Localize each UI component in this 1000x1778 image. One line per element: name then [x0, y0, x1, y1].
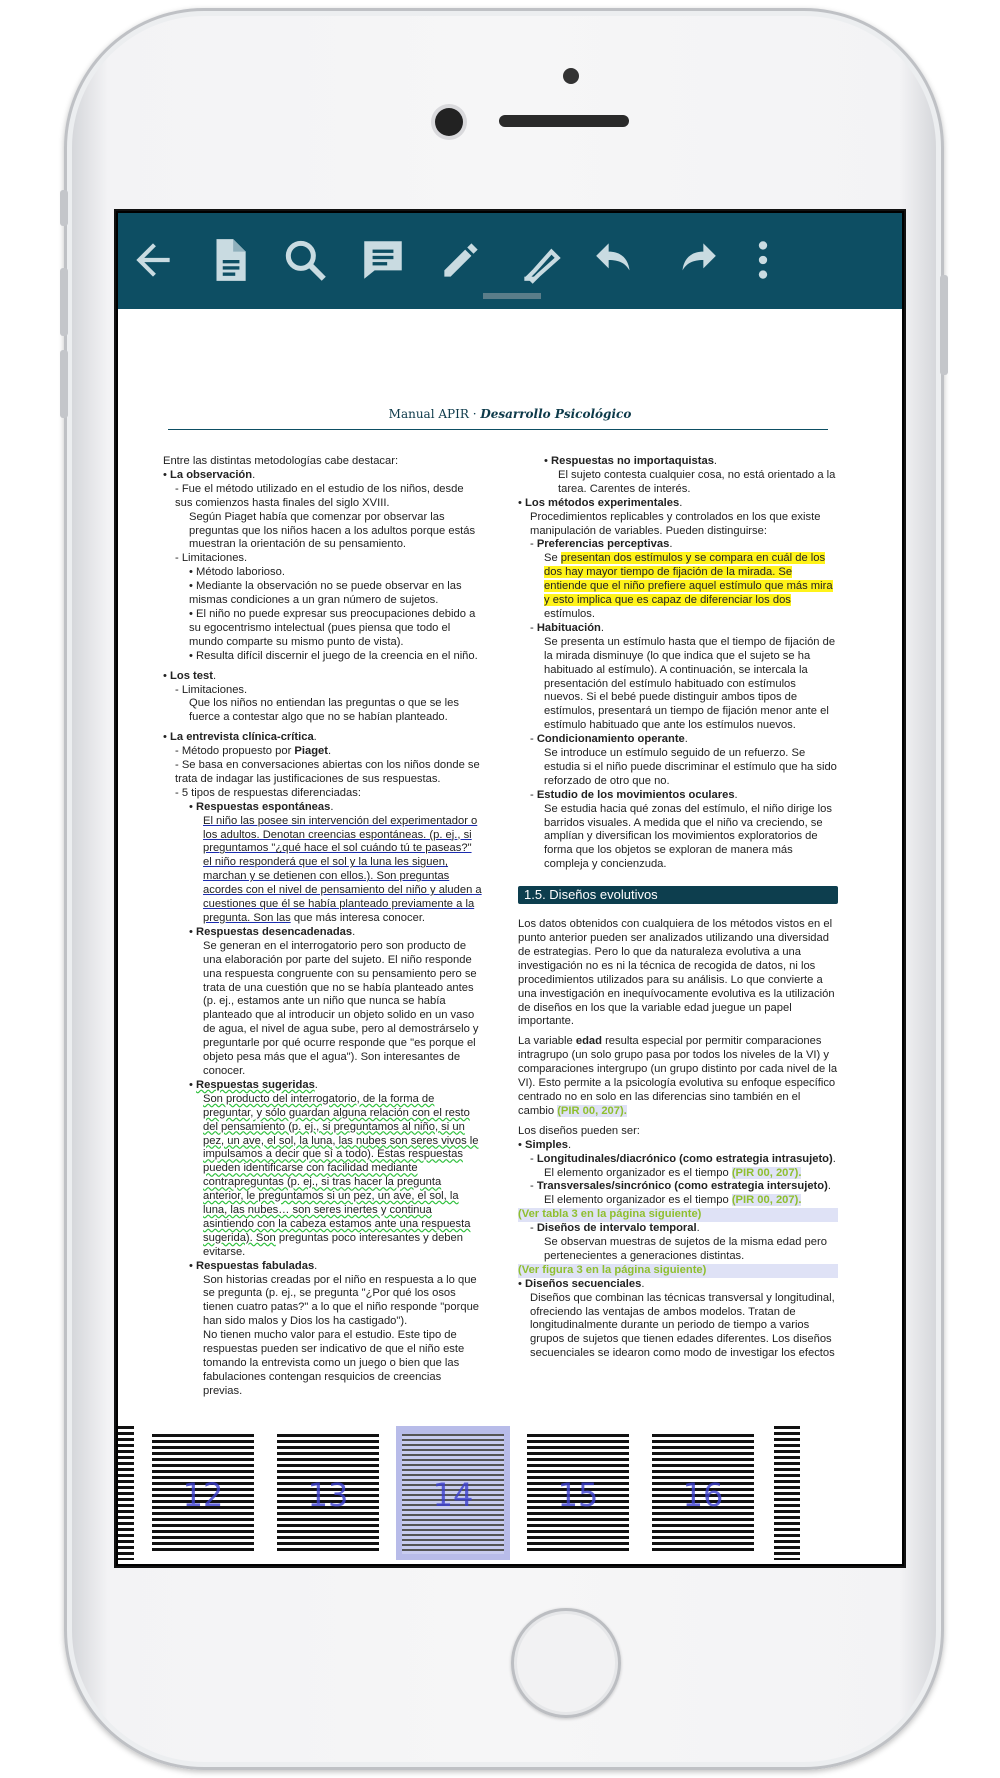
- home-button[interactable]: [511, 1608, 621, 1718]
- r3-title[interactable]: Respuestas sugeridas: [196, 1078, 315, 1091]
- pir-link-1[interactable]: (PIR 00, 207).: [557, 1104, 627, 1117]
- pref-post: estímulos.: [544, 607, 595, 620]
- thumbnail-partial-right[interactable]: [774, 1426, 800, 1560]
- int-title: Diseños de intervalo temporal: [536, 1222, 697, 1235]
- dis-paragraph-2: [518, 1035, 838, 1118]
- thumbnail-partial-left[interactable]: [118, 1426, 134, 1560]
- thumbnail-label-12: 12: [182, 1476, 224, 1514]
- highlighter-icon[interactable]: [516, 235, 566, 285]
- cond-title: Condicionamiento operante: [536, 733, 685, 746]
- exp-text: Procedimientos replicables y controlados en los que existe manipulación de variables. Pueden distinguirse:: [530, 510, 821, 537]
- page-header: [118, 407, 902, 421]
- obs-text-2: Según Piaget había que comenzar por observar las preguntas que los niños hacen a los adultos porque estás muestran la orientación de su pensamiento.: [189, 510, 476, 551]
- mov-title: Estudio de los movimientos oculares: [536, 788, 735, 801]
- entrevista-text-3: - 5 tipos de respuestas diferenciadas:: [175, 786, 361, 799]
- trans-body: El elemento organizador es el tiempo: [544, 1194, 732, 1207]
- long-title: Longitudinales/diacrónico (como estrategia intrasujeto): [536, 1152, 833, 1165]
- entrevista-text-1a: - Método propuesto por: [175, 745, 295, 758]
- pdf-page[interactable]: [118, 309, 902, 1414]
- bullet-entrevista: • La entrevista clínica-crítica.: [163, 731, 317, 744]
- earpiece-speaker: [499, 115, 629, 127]
- thumbnail-label-16: 16: [682, 1476, 724, 1514]
- entrevista-title: La entrevista clínica-crítica: [170, 731, 314, 744]
- thumbnail-page-15[interactable]: [521, 1426, 635, 1560]
- r3-squiggly[interactable]: Son producto del interrogatorio, de la forma de preguntar, y sólo guardan alguna relación con el resto del pensamiento (p. ej., si preguntamos al niño, si un pez, un ave, el sol, la luna, las nubes son seres vivos le impulsamos a decir que sí a todo). Estas respuestas pueden identificarse con facilidad mediante contrapreguntas (p. ej., si tras hacer la pregunta anterior, le preguntamos si un pez, un ave, el sol, la luna, las nubes… son seres inertes y continua asintiendo con la cabeza estamos ante una respuesta sugerida). Son: [203, 1092, 479, 1244]
- hab-text: Se presenta un estímulo hasta que el tiempo de fijación de la mirada disminuye (lo que indica que el sujeto se ha habituado al estímulo). A continuación, se intercala la presentación del estímulo habituado con estímulos nuevos. Si el bebé puede distinguir ambos tipos de estímulos, presentará un tiempo de fijación menor ante el estímulo habituado que ante los estímulos nuevos.: [544, 635, 836, 732]
- entrevista-text-1: - Método propuesto por Piaget.: [175, 745, 332, 758]
- obs-limitations: - Limitaciones.: [175, 552, 248, 565]
- screen: [114, 209, 906, 1568]
- r1-text: [163, 815, 483, 926]
- r1-title: Respuestas espontáneas: [196, 800, 331, 813]
- pref-heading: - Preferencias perceptivas.: [530, 538, 673, 551]
- dis-p2-a: La variable: [518, 1035, 576, 1048]
- bullet-experimentales: • Los métodos experimentales.: [518, 496, 683, 509]
- trans-heading: - Transversales/sincrónico (como estrategia intersujeto).: [530, 1180, 831, 1193]
- obs-title: La observación: [170, 468, 253, 481]
- dis-paragraph-1: Los datos obtenidos con cualquiera de los métodos vistos en el punto anterior pueden ser analizados utilizando una diversidad de estrategias. Pero lo que da naturaleza evolutiva a una investigación no es ni la técnica de recogida de datos, ni los procedimientos utilizados para su análisis. Lo que convierte a una investigación en inequívocamente evolutiva es la utilización de diseños en los que la variable edad juegue un papel importante.: [518, 918, 835, 1028]
- int-text: Se observan muestras de sujetos de la misma edad pero pertenecientes a generaciones distintas.: [544, 1236, 827, 1262]
- obs-limit-3: • El niño no puede expresar sus preocupaciones debido a su egocentrismo intelectual (pues piensa que todo el mundo comparte su mismo punto de vista).: [189, 607, 476, 648]
- header-book: Manual APIR ·: [388, 407, 481, 421]
- dis-paragraph-3: Los diseños pueden ser:: [518, 1124, 640, 1137]
- active-tool-indicator: [483, 293, 541, 299]
- thumbnail-page-12[interactable]: [146, 1426, 260, 1560]
- r1-tail: que más interesa conocer.: [293, 912, 426, 924]
- r1-underlined[interactable]: El niño las posee sin intervención del experimentador o los adultos. Denotan creencias espontáneas. (p. ej., si preguntamos "¿qué hace el sol cuándo tú te paseas?" el niño responderá que el sol y la luna les siguen, marchan y se detienen con ellos.). Son preguntas acordes con el nivel de pensamiento del niño y aluden a cuestiones que él se había planteado previamente a la pregunta. Son las: [203, 814, 482, 924]
- r5-title: Respuestas no importaquistas: [551, 455, 714, 467]
- dis-p2-b: edad: [575, 1035, 602, 1048]
- r2-title: Respuestas desencadenadas: [196, 925, 353, 938]
- ver-tabla-link[interactable]: (Ver tabla 3 en la página siguiente): [518, 1208, 838, 1222]
- thumbnail-page-13[interactable]: [271, 1426, 385, 1560]
- r4-text-2: No tienen mucho valor para el estudio. Este tipo de respuestas pueden ser indicativo de que el niño este tomando la entrevista como un juego o bien que las fabulaciones contengan resquicios de creencias previas.: [203, 1329, 465, 1397]
- sec-text: Diseños que combinan las técnicas transversal y longitudinal, ofreciendo las ventajas de ambos modelos. Tratan de longitudinalmente durante un periodo de tiempo a varios grupos de sujetos que tienen edades diferentes. Los diseños secuenciales se idearon como modo de investigar los efectos: [530, 1291, 835, 1360]
- obs-limit-1: • Método laborioso.: [189, 566, 285, 579]
- r2-text: Se generan en el interrogatorio pero son producto de una elaboración por parte del sujeto. El niño responde una respuesta congruente con su pensamiento pero se trata de una cuestión que no se había planteado antes (p. ej., estamos ante un niño que nunca se había planteado que al introducir un objeto solido en un vaso de agua, el nivel de agua sube, pero al demostrárselo y preguntarle por qué ocurre responde que "es porque el objeto pesa más que el agua"). Son interesantes de conocer.: [203, 939, 479, 1077]
- header-divider: [168, 429, 828, 430]
- search-icon[interactable]: [280, 235, 330, 285]
- entrevista-text-2: - Se basa en conversaciones abiertas con los niños donde se trata de indagar las justificaciones de sus respuestas.: [175, 759, 480, 785]
- trans-title: Transversales/sincrónico (como estrategia intersujeto): [536, 1180, 828, 1193]
- r3-heading: • Respuestas sugeridas.: [189, 1078, 318, 1091]
- pref-text: [518, 552, 838, 622]
- r5-text: El sujeto contesta cualquier cosa, no está orientado a la tarea. Carentes de interés.: [558, 468, 836, 495]
- bullet-simples: • Simples.: [518, 1138, 572, 1151]
- r5-heading: • Respuestas no importaquistas.: [544, 455, 718, 467]
- long-body: El elemento organizador es el tiempo: [544, 1166, 732, 1179]
- test-title: Los test: [170, 669, 213, 682]
- bullet-test: • Los test.: [163, 669, 217, 682]
- mute-switch[interactable]: [60, 190, 68, 226]
- bullet-observacion: • La observación.: [163, 468, 256, 481]
- power-button[interactable]: [940, 275, 948, 375]
- r4-heading: • Respuestas fabuladas.: [189, 1259, 318, 1272]
- trans-text: [518, 1194, 838, 1208]
- test-text: Que los niños no entiendan las preguntas o que se les fuerce a contestar algo que no se habían planteado.: [189, 697, 459, 724]
- document-icon[interactable]: [204, 235, 254, 285]
- thumbnail-label-15: 15: [557, 1476, 599, 1514]
- pen-icon[interactable]: [436, 235, 486, 285]
- pir-link-3[interactable]: (PIR 00, 207).: [731, 1194, 802, 1207]
- r3-text: [163, 1093, 483, 1260]
- thumbnail-label-13: 13: [307, 1476, 349, 1514]
- long-text: [518, 1167, 838, 1181]
- comment-icon[interactable]: [358, 235, 408, 285]
- test-limitations: - Limitaciones.: [175, 683, 248, 696]
- exp-title: Los métodos experimentales: [525, 496, 680, 509]
- ver-figura-link[interactable]: (Ver figura 3 en la página siguiente): [518, 1264, 838, 1278]
- obs-limit-2: • Mediante la observación no se puede observar en las mismas condiciones a un gran número de sujetos.: [189, 580, 462, 607]
- pir-link-2[interactable]: (PIR 00, 207).: [731, 1166, 802, 1179]
- thumbnail-page-16[interactable]: [646, 1426, 760, 1560]
- pref-pre: Se: [544, 552, 561, 565]
- r4-title: Respuestas fabuladas: [196, 1259, 315, 1272]
- volume-down-button[interactable]: [60, 350, 68, 418]
- r1-heading: • Respuestas espontáneas.: [189, 800, 334, 813]
- yellow-highlight[interactable]: presentan dos estímulos y se compara en cuál de los dos hay mayor tiempo de fijación de la mirada. Se entiende que el niño prefiere aquel estímulo que más mira y esto implica que es capaz de diferenciar los dos: [544, 552, 833, 607]
- obs-text-1: - Fue el método utilizado en el estudio de los niños, desde sus comienzos hasta finales del siglo XVIII.: [175, 482, 464, 509]
- proximity-sensor: [563, 68, 579, 84]
- back-arrow-icon[interactable]: [128, 235, 178, 285]
- cond-text: Se introduce un estímulo seguido de un refuerzo. Se estudia si el niño puede discriminar el estímulo que ha sido reforzado de otro que no.: [544, 747, 837, 787]
- int-heading: - Diseños de intervalo temporal.: [530, 1222, 700, 1235]
- cond-heading: - Condicionamiento operante.: [530, 733, 688, 746]
- r4-text: Son historias creadas por el niño en respuesta a lo que se pregunta (p. ej., se pregunta "¿Por qué los osos tienen cuatro patas?" a lo que el niño responde "porque han sido malos y Dios los ha castigado").: [203, 1273, 480, 1328]
- front-camera: [435, 108, 463, 136]
- simples-title: Simples: [525, 1138, 568, 1151]
- left-column: [163, 455, 483, 1399]
- volume-up-button[interactable]: [60, 268, 68, 336]
- hab-heading: - Habituación.: [530, 621, 604, 634]
- pref-title: Preferencias perceptivas: [536, 538, 670, 551]
- section-heading: 1.5. Diseños evolutivos: [518, 886, 838, 904]
- redo-icon[interactable]: [670, 235, 720, 285]
- thumbnail-page-14[interactable]: [396, 1426, 510, 1560]
- intro-text: Entre las distintas metodologías cabe destacar:: [163, 455, 399, 467]
- undo-icon[interactable]: [592, 235, 642, 285]
- mov-text: Se estudia hacia qué zonas del estímulo, el niño dirige los barridos visuales. A medida que el niño va creciendo, se amplían y diversifican los movimientos exploratorios de forma que los objetos se exploran de manera más compleja y concienzuda.: [544, 802, 832, 871]
- hab-title: Habituación: [536, 621, 601, 634]
- piaget-name: Piaget: [294, 745, 328, 758]
- thumbnail-label-14: 14: [432, 1476, 474, 1514]
- header-subject: Desarrollo Psicológico: [480, 407, 632, 421]
- dis-p2-c: resulta especial por permitir comparaciones intragrupo (un solo grupo pasa por todos los niveles de la VI) y comparaciones intergrupo (un grupo distinto por cada nivel de la VI). Esto permite a la psicología evolutiva su enfoque específico centrado no en solo en las diferencias sino también en el cambio: [518, 1035, 838, 1117]
- right-column: [518, 455, 838, 1361]
- mov-heading: - Estudio de los movimientos oculares.: [530, 788, 738, 801]
- long-heading: - Longitudinales/diacrónico (como estrategia intrasujeto).: [530, 1152, 836, 1165]
- pdf-toolbar: [118, 213, 902, 309]
- bullet-secuenciales: • Diseños secuenciales.: [518, 1277, 645, 1290]
- more-vert-icon[interactable]: [738, 235, 788, 285]
- sec-title: Diseños secuenciales: [525, 1277, 642, 1290]
- r2-heading: • Respuestas desencadenadas.: [189, 925, 356, 938]
- obs-limit-4: • Resulta difícil discernir el juego de la creencia en el niño.: [189, 649, 478, 662]
- r3-tail: preguntas poco interesantes y deben evitarse.: [203, 1231, 463, 1258]
- thumbnail-strip: [118, 1414, 902, 1564]
